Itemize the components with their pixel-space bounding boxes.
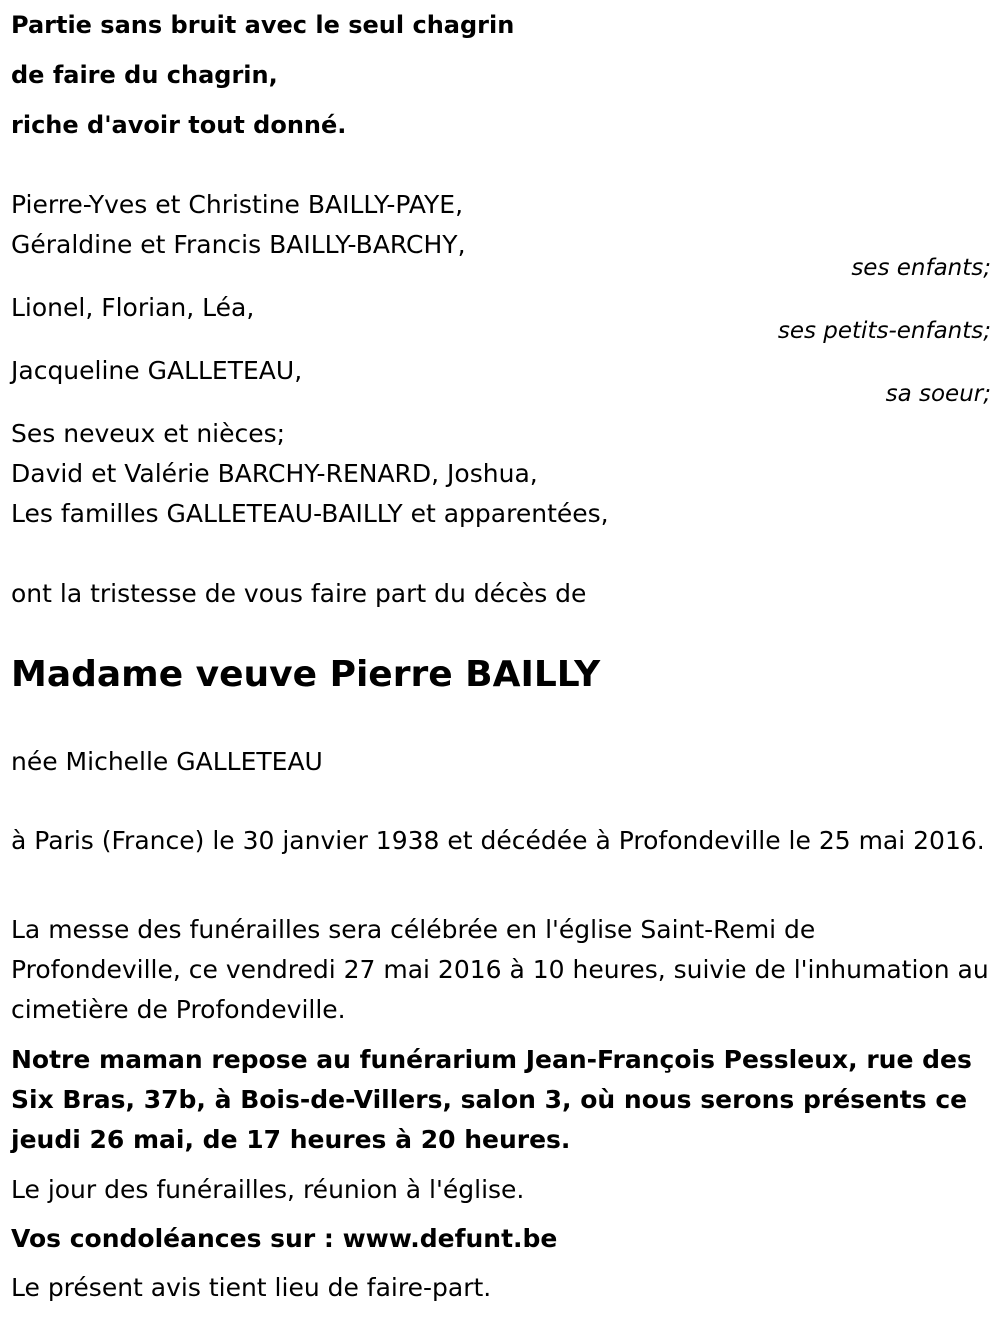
poem-line-1: Partie sans bruit avec le seul chagrin	[11, 11, 515, 39]
poem-line-2: de faire du chagrin,	[11, 61, 278, 89]
notice-line: Le présent avis tient lieu de faire-part.	[11, 1273, 492, 1302]
others-line-2: Les familles GALLETEAU-BAILLY et apparentées,	[11, 499, 609, 528]
grandchildren-relation: ses petits-enfants;	[777, 318, 991, 344]
children-line-2: Géraldine et Francis BAILLY-BARCHY,	[11, 230, 466, 259]
sister-relation: sa soeur;	[885, 381, 991, 407]
birth-death-paragraph: à Paris (France) le 30 janvier 1938 et décédée à Profondeville le 25 mai 2016.	[11, 826, 985, 855]
poem-line-3: riche d'avoir tout donné.	[11, 111, 347, 139]
condolences-line: Vos condoléances sur : www.defunt.be	[11, 1224, 558, 1253]
deceased-name: Madame veuve Pierre BAILLY	[11, 654, 601, 695]
grandchildren-line: Lionel, Florian, Léa,	[11, 293, 255, 322]
sister-line: Jacqueline GALLETEAU,	[11, 356, 303, 385]
maiden-name: née Michelle GALLETEAU	[11, 747, 323, 776]
announcement-line: ont la tristesse de vous faire part du décès de	[11, 579, 587, 608]
obituary-notice	[11, 0, 991, 1324]
others-line-1: David et Valérie BARCHY-RENARD, Joshua,	[11, 459, 538, 488]
meeting-paragraph: Le jour des funérailles, réunion à l'église.	[11, 1175, 525, 1204]
funeral-paragraph: La messe des funérailles sera célébrée en l'église Saint-Remi de Profondeville, ce vendredi 27 mai 2016 à 10 heures, suivie de l'inhumation au cimetière de Profondeville.	[11, 915, 989, 1024]
children-line-1: Pierre-Yves et Christine BAILLY-PAYE,	[11, 190, 464, 219]
nephews-line: Ses neveux et nièces;	[11, 419, 286, 448]
children-relation: ses enfants;	[851, 255, 991, 281]
viewing-paragraph: Notre maman repose au funérarium Jean-François Pessleux, rue des Six Bras, 37b, à Bois-de-Villers, salon 3, où nous serons présents ce jeudi 26 mai, de 17 heures à 20 heures.	[11, 1045, 972, 1154]
